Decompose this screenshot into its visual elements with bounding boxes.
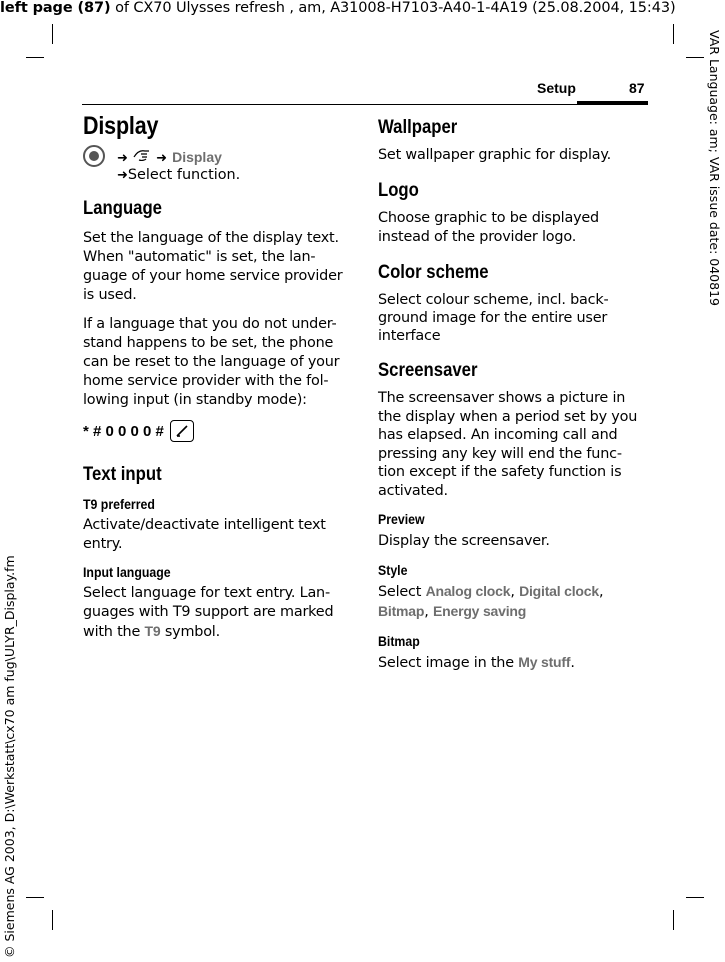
key-sequence-text: * # 0 0 0 0 # bbox=[83, 422, 164, 440]
crop-mark bbox=[673, 910, 674, 930]
side-note-left: © Siemens AG 2003, D:\Werkstatt\cx70 am fug\ULYR_Display.fm bbox=[2, 555, 17, 958]
heading-preview: Preview bbox=[378, 511, 425, 527]
crop-mark bbox=[52, 24, 53, 44]
section-title: Setup bbox=[537, 80, 576, 96]
option-digital-clock: Digital clock bbox=[519, 583, 599, 599]
reset-key-sequence bbox=[83, 420, 349, 442]
wallpaper-text: Set wallpaper graphic for display. bbox=[378, 147, 612, 163]
heading-language: Language bbox=[83, 198, 162, 219]
heading-text-input: Text input bbox=[83, 464, 162, 485]
crop-mark bbox=[673, 24, 674, 44]
crop-mark bbox=[686, 57, 704, 58]
language-para-2: If a language that you do not under-stand happens to be set, the phone can be reset to the language of your home service provider with the fol-lowing input (in standby mode): bbox=[83, 316, 340, 408]
style-text: Select Analog clock, Digital clock, Bitmap, Energy saving bbox=[378, 583, 604, 620]
bitmap-prefix: Select image in the bbox=[378, 655, 519, 671]
crop-mark bbox=[26, 57, 44, 58]
call-key-icon bbox=[170, 420, 194, 442]
arrow-right-icon: ➜ bbox=[156, 151, 167, 166]
heading-color-scheme: Color scheme bbox=[378, 262, 489, 283]
side-note-right: VAR Language: am; VAR issue date: 040819 bbox=[707, 30, 722, 306]
heading-t9-preferred: T9 preferred bbox=[83, 496, 155, 512]
page-number: 87 bbox=[629, 80, 645, 96]
nav-select-text: Select function. bbox=[127, 167, 241, 183]
input-language-text bbox=[83, 584, 349, 642]
my-stuff-keyword: My stuff bbox=[518, 654, 571, 670]
header-rule bbox=[82, 104, 648, 105]
navigation-path bbox=[83, 145, 349, 185]
heading-screensaver: Screensaver bbox=[378, 360, 478, 381]
menu-path-display: Display bbox=[172, 149, 222, 165]
arrow-right-icon: ➜ bbox=[117, 168, 128, 183]
style-prefix: Select bbox=[378, 584, 426, 600]
arrow-right-icon: ➜ bbox=[117, 151, 128, 166]
page-label: left page (87) bbox=[0, 0, 111, 16]
input-language-text-b: symbol. bbox=[160, 624, 220, 640]
crop-mark bbox=[686, 897, 704, 898]
crop-mark bbox=[52, 910, 53, 930]
document-header-line bbox=[0, 0, 676, 16]
heading-style: Style bbox=[378, 562, 408, 578]
heading-input-language: Input language bbox=[83, 564, 171, 580]
document-info: of CX70 Ulysses refresh , am, A31008-H7103-A40-1-4A19 (25.08.2004, 15:43) bbox=[110, 0, 676, 16]
option-bitmap: Bitmap bbox=[378, 603, 425, 619]
heading-logo: Logo bbox=[378, 180, 419, 201]
right-column bbox=[378, 117, 644, 673]
t9-preferred-text: Activate/deactivate intelligent text entry. bbox=[83, 517, 326, 552]
settings-hand-icon bbox=[133, 148, 151, 164]
option-energy-saving: Energy saving bbox=[433, 603, 527, 619]
logo-text: Choose graphic to be displayed instead of the provider logo. bbox=[378, 210, 599, 245]
page-title: Display bbox=[83, 112, 159, 140]
heading-bitmap: Bitmap bbox=[378, 633, 420, 649]
color-scheme-text: Select colour scheme, incl. back-ground image for the entire user interface bbox=[378, 292, 609, 344]
preview-text: Display the screensaver. bbox=[378, 533, 550, 549]
left-column bbox=[83, 112, 349, 642]
header-tab bbox=[577, 101, 648, 105]
option-analog-clock: Analog clock bbox=[425, 583, 511, 599]
screensaver-text: The screensaver shows a picture in the display when a period set by you has elapsed. An incoming call and pressing any key will end the func-tion except if the safety function is activated. bbox=[378, 390, 638, 499]
input-language-text-a: Select language for text entry. Lan-guages with T9 support are marked with the bbox=[83, 585, 334, 640]
heading-wallpaper: Wallpaper bbox=[378, 117, 458, 138]
language-para-1: Set the language of the display text. When "automatic" is set, the lan-guage of your home service provider is used. bbox=[83, 230, 343, 303]
nav-key-icon bbox=[83, 145, 105, 167]
crop-mark bbox=[26, 897, 44, 898]
bitmap-suffix: . bbox=[570, 655, 575, 671]
t9-keyword: T9 bbox=[144, 623, 161, 639]
bitmap-text bbox=[378, 653, 644, 673]
